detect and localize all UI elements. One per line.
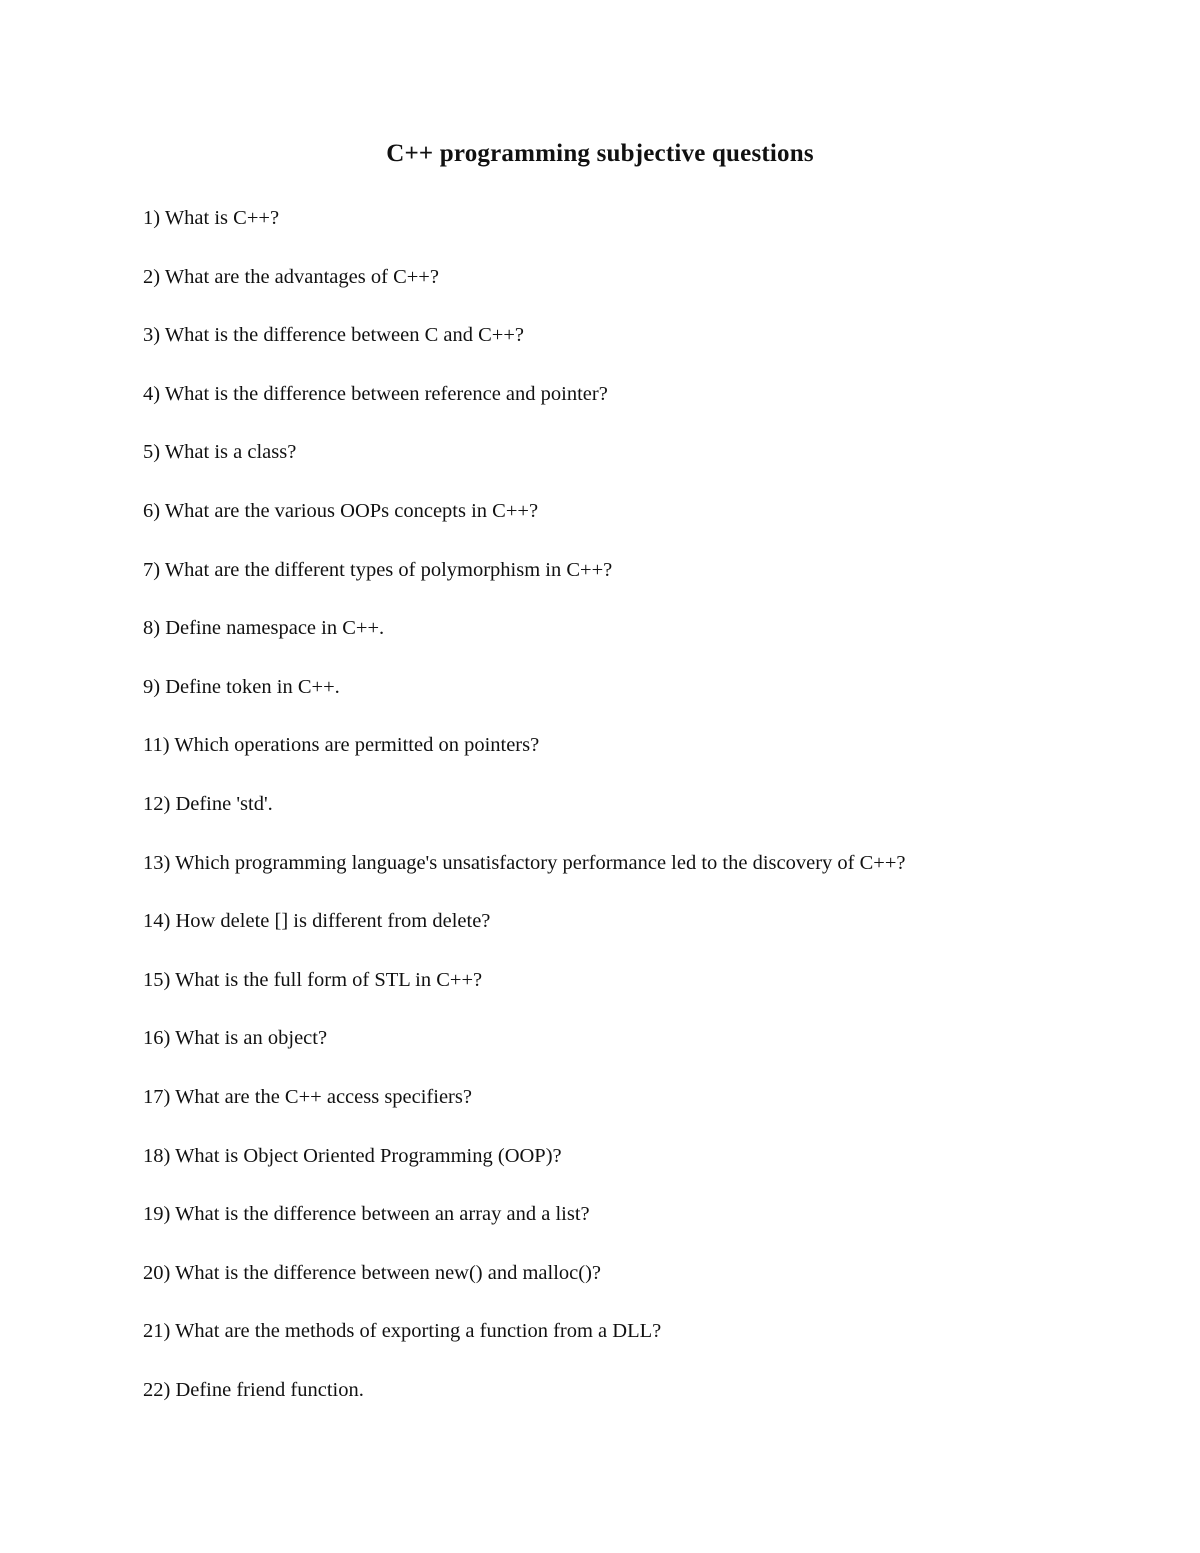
question-item: 1) What is C++? bbox=[143, 207, 280, 229]
question-item: 4) What is the difference between reference and pointer? bbox=[143, 382, 608, 405]
question-item: 14) How delete [] is different from delete? bbox=[143, 910, 491, 933]
question-item: 3) What is the difference between C and C++? bbox=[143, 324, 524, 347]
question-item: 21) What are the methods of exporting a function from a DLL? bbox=[143, 1320, 662, 1343]
question-item: 20) What is the difference between new() and malloc()? bbox=[143, 1261, 602, 1284]
question-item: 15) What is the full form of STL in C++? bbox=[143, 968, 483, 991]
question-item: 8) Define namespace in C++. bbox=[143, 617, 385, 640]
question-item: 2) What are the advantages of C++? bbox=[143, 265, 439, 288]
question-item: 9) Define token in C++. bbox=[143, 675, 340, 698]
question-item: 18) What is Object Oriented Programming (OOP)? bbox=[143, 1144, 562, 1167]
question-item: 7) What are the different types of polymorphism in C++? bbox=[143, 558, 613, 581]
question-item: 19) What is the difference between an array and a list? bbox=[143, 1203, 590, 1226]
question-item: 6) What are the various OOPs concepts in C++? bbox=[143, 499, 539, 522]
question-item: 16) What is an object? bbox=[143, 1027, 328, 1050]
question-item: 13) Which programming language's unsatisfactory performance led to the discovery of C++? bbox=[143, 851, 906, 874]
question-item: 5) What is a class? bbox=[143, 441, 297, 464]
page-title: C++ programming subjective questions bbox=[386, 140, 814, 167]
question-item: 12) Define 'std'. bbox=[143, 792, 273, 815]
question-item: 22) Define friend function. bbox=[143, 1378, 364, 1401]
question-list bbox=[143, 202, 1143, 1432]
question-item: 11) Which operations are permitted on pointers? bbox=[143, 734, 540, 757]
question-item: 17) What are the C++ access specifiers? bbox=[143, 1085, 472, 1108]
